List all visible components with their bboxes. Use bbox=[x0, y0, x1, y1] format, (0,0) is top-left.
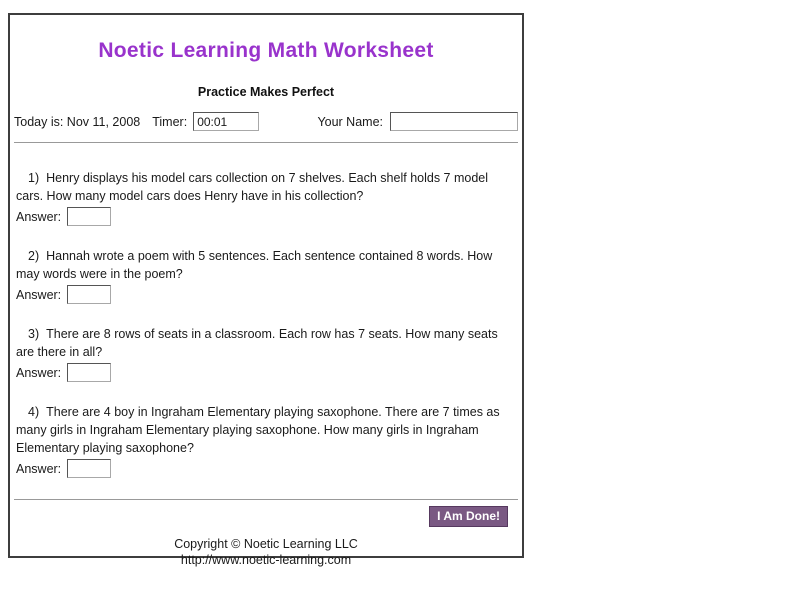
problem-1-number: 1) bbox=[28, 171, 40, 185]
answer-input-3[interactable] bbox=[67, 363, 111, 382]
answer-label-4: Answer: bbox=[16, 461, 62, 476]
copyright-line2: http://www.noetic-learning.com bbox=[180, 553, 352, 567]
problem-3-number: 3) bbox=[28, 327, 40, 341]
done-button[interactable]: I Am Done! bbox=[429, 506, 508, 527]
page-title: Noetic Learning Math Worksheet bbox=[98, 39, 434, 62]
problems-list bbox=[10, 169, 522, 478]
timer-input[interactable] bbox=[193, 112, 259, 131]
problem-1-answer-row bbox=[16, 207, 516, 226]
problem-1-text bbox=[16, 169, 514, 205]
name-label: Your Name: bbox=[317, 114, 383, 129]
problem-4-body: There are 4 boy in Ingraham Elementary playing saxophone. There are 7 times as many girls in Ingraham Elementary playing saxophone. How many girls in Ingraham Elementary playing saxophone? bbox=[16, 405, 500, 455]
answer-label-3: Answer: bbox=[16, 365, 62, 380]
name-input[interactable] bbox=[390, 112, 518, 131]
problem-3-text bbox=[16, 325, 514, 361]
worksheet-page bbox=[8, 13, 524, 567]
problem-3 bbox=[16, 325, 516, 382]
answer-input-1[interactable] bbox=[67, 207, 111, 226]
problem-1-body: Henry displays his model cars collection on 7 shelves. Each shelf holds 7 model cars. How many model cars does Henry have in his collection? bbox=[16, 171, 489, 203]
problem-4-answer-row bbox=[16, 459, 516, 478]
problem-2-number: 2) bbox=[28, 249, 40, 263]
problem-4-text bbox=[16, 403, 514, 457]
header-row bbox=[10, 112, 522, 131]
answer-input-4[interactable] bbox=[67, 459, 111, 478]
copyright-line1: Copyright © Noetic Learning LLC bbox=[174, 537, 358, 551]
copyright bbox=[10, 536, 522, 568]
answer-input-2[interactable] bbox=[67, 285, 111, 304]
problem-2-text bbox=[16, 247, 514, 283]
footer-divider bbox=[14, 499, 518, 500]
problem-2-body: Hannah wrote a poem with 5 sentences. Each sentence contained 8 words. How may words were in the poem? bbox=[16, 249, 493, 281]
answer-label-2: Answer: bbox=[16, 287, 62, 302]
problem-4-number: 4) bbox=[28, 405, 40, 419]
problem-4 bbox=[16, 403, 516, 478]
header-divider bbox=[14, 142, 518, 143]
button-row bbox=[10, 506, 522, 527]
answer-label-1: Answer: bbox=[16, 209, 62, 224]
problem-1 bbox=[16, 169, 516, 226]
timer-label: Timer: bbox=[152, 114, 188, 129]
problem-2 bbox=[16, 247, 516, 304]
date-label: Today is: Nov 11, 2008 bbox=[14, 114, 141, 129]
problem-2-answer-row bbox=[16, 285, 516, 304]
problem-3-body: There are 8 rows of seats in a classroom. Each row has 7 seats. How many seats are there in all? bbox=[16, 327, 498, 359]
page-subtitle: Practice Makes Perfect bbox=[197, 85, 335, 99]
problem-3-answer-row bbox=[16, 363, 516, 382]
